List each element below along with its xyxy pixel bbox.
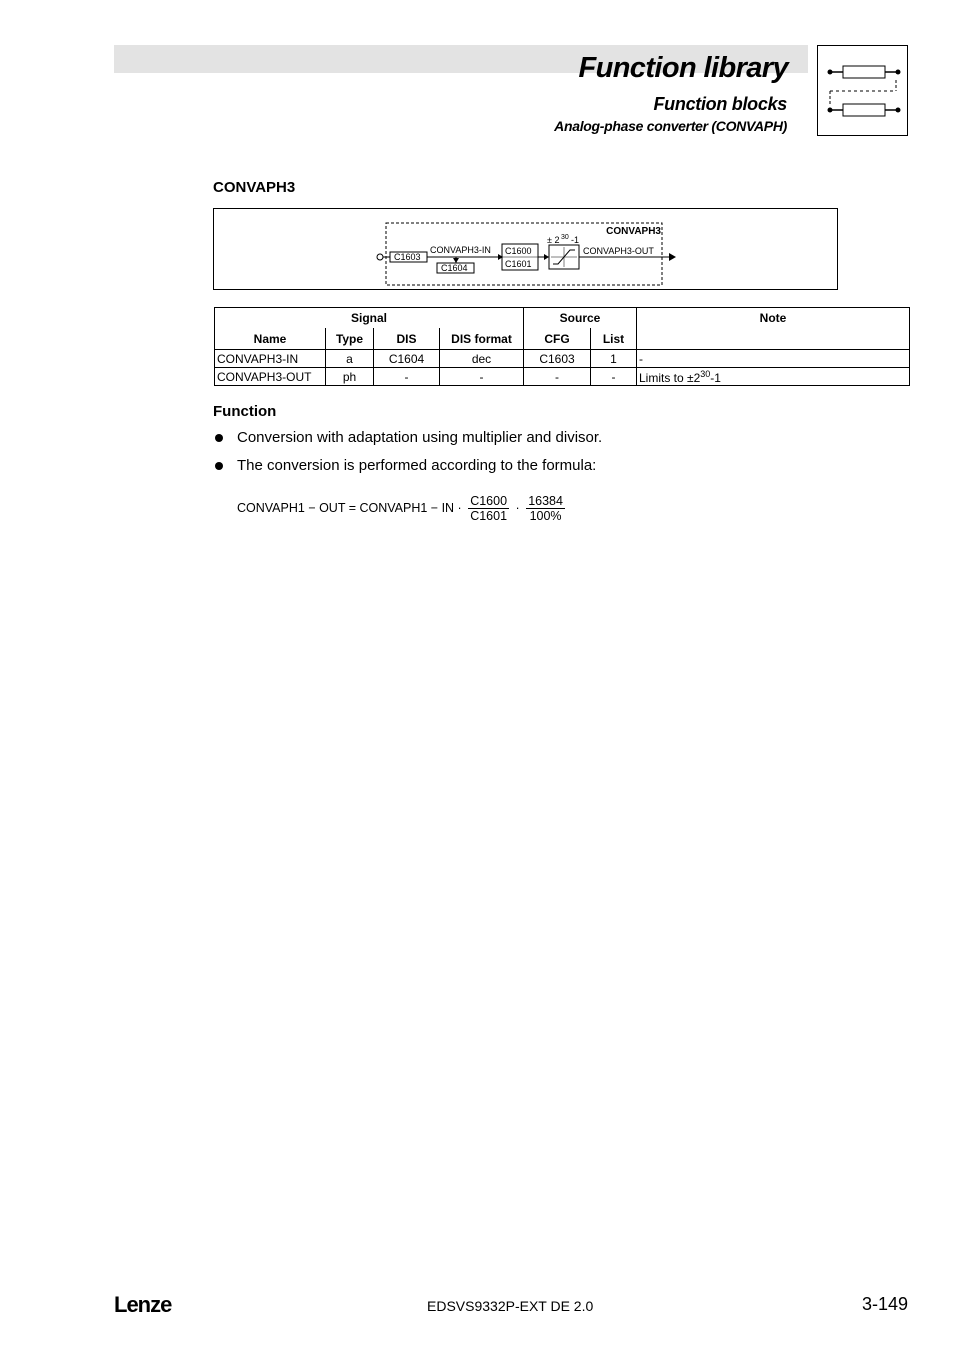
output-terminal-icon <box>669 253 676 261</box>
col-header-dis: DIS <box>374 328 440 350</box>
lenze-logo: Lenze <box>114 1292 172 1317</box>
input-signal-label: CONVAPH3-IN <box>430 245 491 255</box>
formula-fraction-scale <box>526 494 565 523</box>
cell-name: CONVAPH3-IN <box>215 350 326 368</box>
input-code-label: C1603 <box>394 252 421 262</box>
formula-fraction-codes <box>468 494 509 523</box>
bullet-icon <box>215 462 223 470</box>
limit-suffix: -1 <box>571 235 580 245</box>
signal-group-header: Signal <box>215 308 524 329</box>
note-header: Note <box>637 308 910 350</box>
page-subsubtitle: Analog-phase converter (CONVAPH) <box>554 118 787 134</box>
function-title: Function <box>213 403 277 420</box>
function-block-icon <box>817 45 908 136</box>
col-header-list: List <box>591 328 637 350</box>
cell-cfg: - <box>524 368 591 386</box>
document-id: EDSVS9332P-EXT DE 2.0 <box>427 1298 594 1314</box>
block-name-label: CONVAPH3 <box>606 226 661 237</box>
cell-dis-format: - <box>440 368 524 386</box>
cell-name: CONVAPH3-OUT <box>215 368 326 386</box>
section-title: CONVAPH3 <box>213 179 296 196</box>
multiplier-code-label: C1600 <box>505 246 532 256</box>
cell-type: a <box>326 350 374 368</box>
cell-dis-format: dec <box>440 350 524 368</box>
block-diagram <box>213 208 838 290</box>
col-header-cfg: CFG <box>524 328 591 350</box>
fraction-numerator: C1600 <box>470 494 508 508</box>
cell-cfg: C1603 <box>524 350 591 368</box>
cell-note: - <box>637 350 910 368</box>
signal-table <box>214 307 910 386</box>
limit-exponent: 30 <box>561 234 569 241</box>
limit-label: ± 2 <box>547 235 560 245</box>
fraction-numerator: 16384 <box>528 494 563 508</box>
note-text: Limits to ±2 <box>639 370 701 385</box>
page-subtitle: Function blocks <box>653 94 787 114</box>
cell-type: ph <box>326 368 374 386</box>
page-number: 3-149 <box>861 1294 908 1314</box>
cell-dis: C1604 <box>374 350 440 368</box>
formula-dot: · <box>515 500 520 515</box>
bullet-text: Conversion with adaptation using multiplier and divisor. <box>237 429 603 446</box>
cell-list: - <box>591 368 637 386</box>
formula-lhs: CONVAPH1 − OUT = CONVAPH1 − IN · <box>237 500 462 515</box>
page-title: Function library <box>578 52 788 84</box>
note-suffix: -1 <box>710 370 721 385</box>
output-signal-label: CONVAPH3-OUT <box>583 246 654 256</box>
display-code-label: C1604 <box>441 263 468 273</box>
col-header-type: Type <box>326 328 374 350</box>
col-header-dis-format: DIS format <box>440 328 524 350</box>
fraction-denominator: 100% <box>529 509 562 523</box>
col-header-name: Name <box>215 328 326 350</box>
bullet-item <box>213 457 596 474</box>
divisor-code-label: C1601 <box>505 259 532 269</box>
cell-list: 1 <box>591 350 637 368</box>
bullet-text: The conversion is performed according to the formula: <box>237 457 597 474</box>
bullet-item <box>213 429 602 446</box>
cell-dis: - <box>374 368 440 386</box>
note-exponent: 30 <box>700 368 711 379</box>
cell-note <box>637 368 910 386</box>
input-terminal-icon <box>377 254 383 260</box>
bullet-icon <box>215 434 223 442</box>
source-group-header: Source <box>524 308 637 329</box>
table-row <box>215 350 910 368</box>
fraction-denominator: C1601 <box>470 509 508 523</box>
table-row <box>215 368 910 386</box>
conversion-formula <box>237 494 568 523</box>
